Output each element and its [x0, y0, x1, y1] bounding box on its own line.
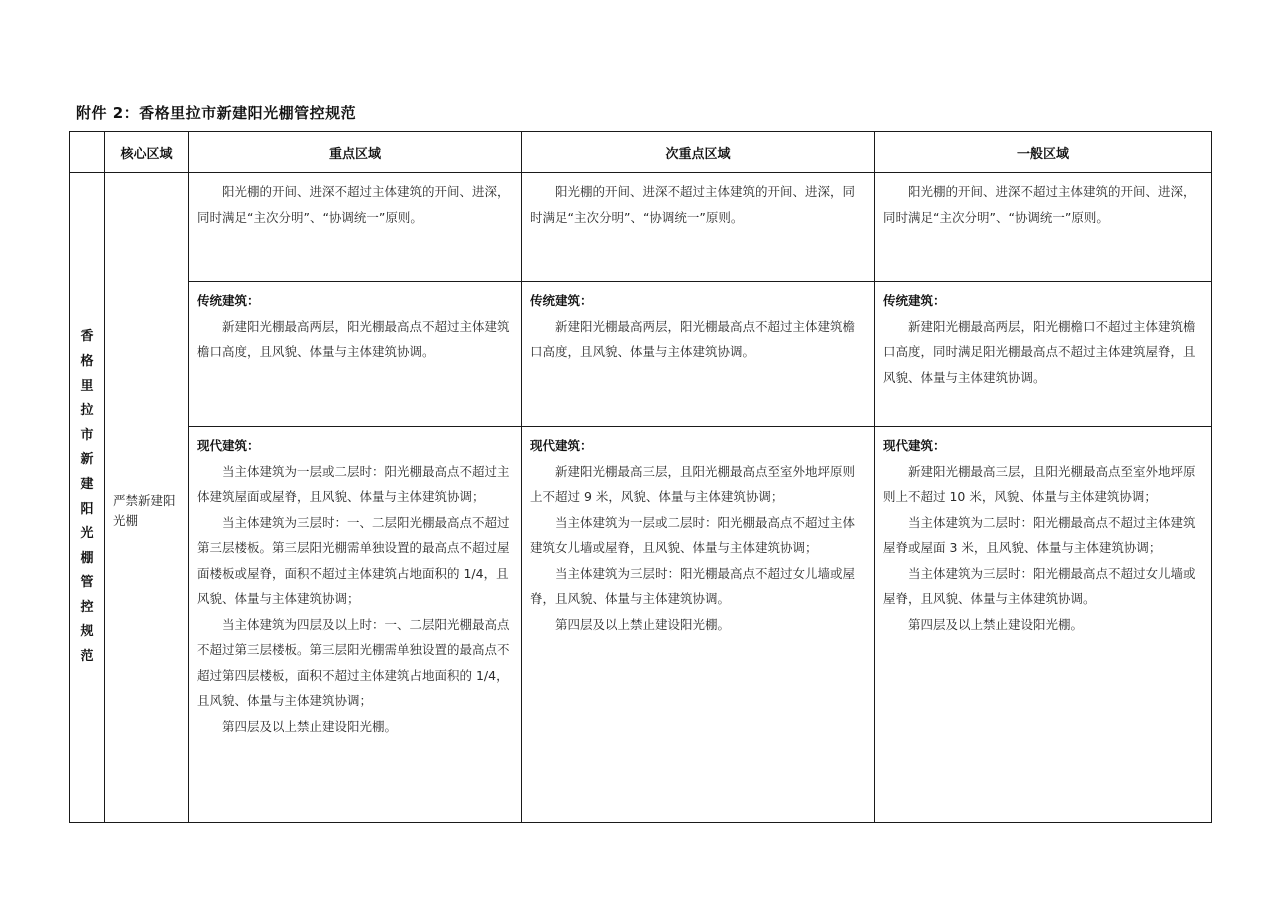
table-row	[70, 173, 1212, 282]
key-zone-general-rule: 阳光棚的开间、进深不超过主体建筑的开间、进深，同时满足“主次分明”、“协调统一”原则。	[189, 173, 522, 282]
secondary-zone-general-rule: 阳光棚的开间、进深不超过主体建筑的开间、进深，同时满足“主次分明”、“协调统一”原则。	[522, 173, 875, 282]
secondary-zone-modern: 现代建筑： 新建阳光棚最高三层，且阳光棚最高点至室外地坪原则上不超过 9 米，风貌、体量与主体建筑协调； 当主体建筑为一层或二层时：阳光棚最高点不超过主体建筑女儿墙或屋脊，且风貌、体量与主体建筑协调； 当主体建筑为三层时：阳光棚最高点不超过女儿墙或屋脊，且风貌、体量与主体建筑协调。 第四层及以上禁止建设阳光棚。	[522, 427, 875, 823]
city-label-cell	[70, 173, 105, 823]
header-general-zone: 一般区域	[875, 132, 1212, 173]
document-title: 附件 2：香格里拉市新建阳光棚管控规范	[76, 104, 357, 122]
general-zone-modern: 现代建筑： 新建阳光棚最高三层，且阳光棚最高点至室外地坪原则上不超过 10 米，风貌、体量与主体建筑协调； 当主体建筑为二层时：阳光棚最高点不超过主体建筑屋脊或屋面 3 米，且风貌、体量与主体建筑协调； 当主体建筑为三层时：阳光棚最高点不超过女儿墙或屋脊，且风貌、体量与主体建筑协调。 第四层及以上禁止建设阳光棚。	[875, 427, 1212, 823]
general-zone-general-rule: 阳光棚的开间、进深不超过主体建筑的开间、进深，同时满足“主次分明”、“协调统一”原则。	[875, 173, 1212, 282]
key-zone-modern: 现代建筑： 当主体建筑为一层或二层时：阳光棚最高点不超过主体建筑屋面或屋脊，且风貌、体量与主体建筑协调； 当主体建筑为三层时：一、二层阳光棚最高点不超过第三层楼板。第三层阳光棚需单独设置的最高点不超过屋面楼板或屋脊，面积不超过主体建筑占地面积的 1/4，且风貌、体量与主体建筑协调； 当主体建筑为四层及以上时：一、二层阳光棚最高点不超过第三层楼板。第三层阳光棚需单独设置的最高点不超过第四层楼板，面积不超过主体建筑占地面积的 1/4，且风貌、体量与主体建筑协调； 第四层及以上禁止建设阳光棚。	[189, 427, 522, 823]
general-zone-traditional: 传统建筑： 新建阳光棚最高两层，阳光棚檐口不超过主体建筑檐口高度，同时满足阳光棚最高点不超过主体建筑屋脊，且风貌、体量与主体建筑协调。	[875, 282, 1212, 427]
header-blank-cell	[70, 132, 105, 173]
table-row	[70, 427, 1212, 823]
header-core-zone: 核心区域	[105, 132, 189, 173]
header-secondary-zone: 次重点区域	[522, 132, 875, 173]
regulation-table	[69, 131, 1212, 823]
table-row	[70, 282, 1212, 427]
key-zone-traditional: 传统建筑： 新建阳光棚最高两层，阳光棚最高点不超过主体建筑檐口高度，且风貌、体量与主体建筑协调。	[189, 282, 522, 427]
table-header-row	[70, 132, 1212, 173]
header-key-zone: 重点区域	[189, 132, 522, 173]
city-vertical-label: 香 格 里 拉 市 新 建 阳 光 棚 管 控 规 范	[80, 329, 94, 665]
core-zone-text: 严禁新建阳光棚	[113, 492, 176, 528]
secondary-zone-traditional: 传统建筑： 新建阳光棚最高两层，阳光棚最高点不超过主体建筑檐口高度，且风貌、体量与主体建筑协调。	[522, 282, 875, 427]
core-zone-cell	[105, 173, 189, 823]
